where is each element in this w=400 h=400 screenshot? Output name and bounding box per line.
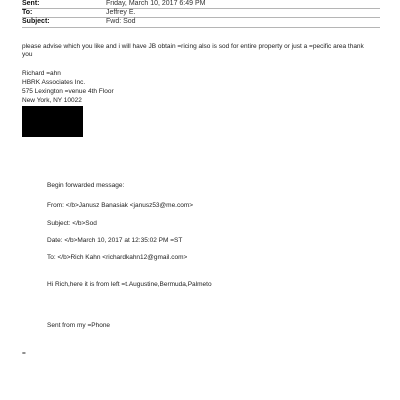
signature-name: Richard =ahn	[22, 70, 61, 77]
message-line: please advise which you like and i will have JB obtain =ricing also is sod for entire property or just a =pecific area thank	[22, 43, 364, 50]
to-value: Jeffrey E.	[106, 9, 136, 16]
signature-company: HBRK Associates Inc.	[22, 79, 86, 86]
to-label: To:	[22, 9, 33, 16]
sent-value: Friday, March 10, 2017 6:49 PM	[106, 0, 206, 7]
message-line: you	[22, 51, 33, 58]
signature-address: 575 Lexington =venue 4th Floor	[22, 88, 114, 95]
subject-label: Subject:	[22, 18, 50, 25]
header-divider	[22, 27, 380, 28]
subject-value: Fwd: Sod	[106, 18, 136, 25]
forwarded-message-text: Hi Rich,here it is from left =t.Augustine,Bermuda,Palmeto	[47, 281, 212, 288]
forwarded-subject: Subject: </b>Sod	[47, 220, 97, 227]
forwarded-date: Date: </b>March 10, 2017 at 12:35:02 PM =ST	[47, 237, 183, 244]
sent-label: Sent:	[22, 0, 40, 7]
redaction-box	[22, 106, 83, 137]
forwarded-footer: Sent from my =Phone	[47, 322, 111, 329]
signature-city: New York, NY 10022	[22, 97, 82, 104]
trailing-char: =	[22, 350, 26, 357]
forwarded-to: To: </b>Rich Kahn <richardkahn12@gmail.com>	[47, 254, 188, 261]
forwarded-from: From: </b>Janusz Banasiak <janusz53@me.com>	[47, 202, 194, 209]
forwarded-intro: Begin forwarded message:	[47, 182, 125, 189]
